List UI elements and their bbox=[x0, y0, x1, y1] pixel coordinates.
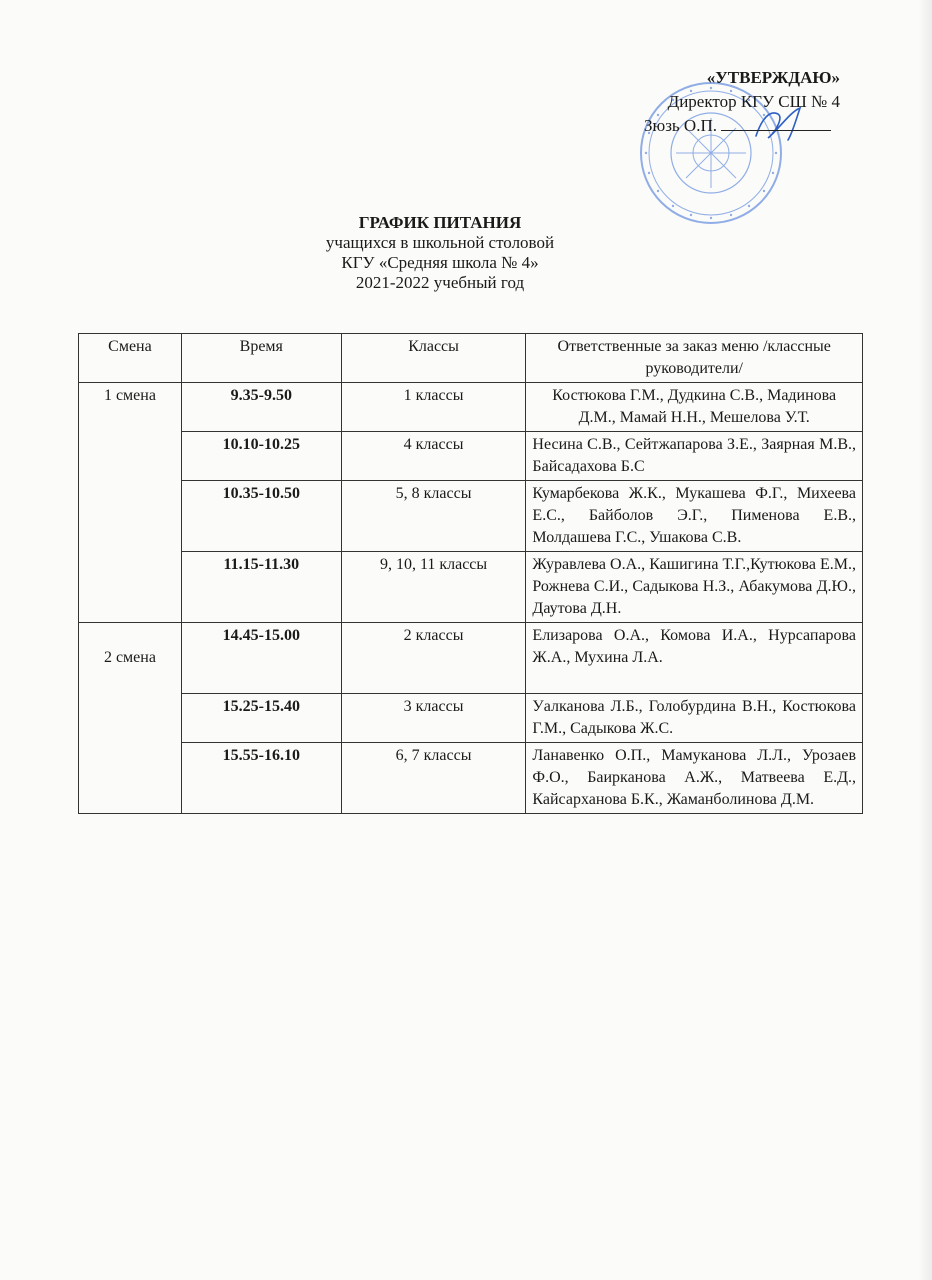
subtitle-line-1: учащихся в школьной столовой bbox=[325, 233, 555, 252]
table-row bbox=[79, 383, 863, 432]
table-row bbox=[79, 432, 863, 481]
responsible-cell: Журавлева О.А., Кашигина Т.Г.,Кутюкова Е.М., Рожнева С.И., Садыкова Н.З., Абакумова Д.Ю., Даутова Д.Н. bbox=[526, 552, 863, 623]
approval-block bbox=[600, 66, 860, 138]
classes-cell: 4 классы bbox=[341, 432, 526, 481]
table-row bbox=[79, 552, 863, 623]
document-title: ГРАФИК ПИТАНИЯ bbox=[358, 213, 522, 232]
time-cell: 9.35-9.50 bbox=[181, 383, 341, 432]
responsible-cell: Костюкова Г.М., Дудкина С.В., Мадинова Д.М., Мамай Н.Н., Мешелова У.Т. bbox=[526, 383, 863, 432]
classes-cell: 1 классы bbox=[341, 383, 526, 432]
time-cell: 14.45-15.00 bbox=[181, 623, 341, 694]
responsible-cell: Кумарбекова Ж.К., Мукашева Ф.Г., Михеева Е.С., Байболов Э.Г., Пименова Е.В., Молдашева Г.С., Ушакова С.В. bbox=[526, 481, 863, 552]
shift-cell: 1 смена bbox=[79, 383, 182, 623]
time-cell: 11.15-11.30 bbox=[181, 552, 341, 623]
subtitle-line-3: 2021-2022 учебный год bbox=[355, 273, 525, 292]
responsible-cell: Елизарова О.А., Комова И.А., Нурсапарова Ж.А., Мухина Л.А. bbox=[526, 623, 863, 694]
table-row bbox=[79, 623, 863, 694]
classes-cell: 5, 8 классы bbox=[341, 481, 526, 552]
time-cell: 10.35-10.50 bbox=[181, 481, 341, 552]
header-time: Время bbox=[181, 334, 341, 383]
time-cell: 10.10-10.25 bbox=[181, 432, 341, 481]
table-row bbox=[79, 743, 863, 814]
table-row bbox=[79, 694, 863, 743]
classes-cell: 9, 10, 11 классы bbox=[341, 552, 526, 623]
header-shift: Смена bbox=[79, 334, 182, 383]
director-name-line bbox=[600, 114, 860, 138]
shift-cell bbox=[79, 623, 182, 814]
time-cell: 15.25-15.40 bbox=[181, 694, 341, 743]
responsible-cell: Уалканова Л.Б., Голобурдина В.Н., Костюкова Г.М., Садыкова Ж.С. bbox=[526, 694, 863, 743]
director-position: Директор КГУ СШ № 4 bbox=[667, 92, 840, 111]
header-classes: Классы bbox=[341, 334, 526, 383]
table-header-row bbox=[79, 334, 863, 383]
time-cell: 15.55-16.10 bbox=[181, 743, 341, 814]
shift-label: 2 смена bbox=[103, 649, 156, 666]
approval-title: «УТВЕРЖДАЮ» bbox=[706, 68, 840, 87]
scan-edge bbox=[918, 0, 932, 1280]
subtitle-line-2: КГУ «Средняя школа № 4» bbox=[341, 253, 539, 272]
responsible-cell: Ланавенко О.П., Мамуканова Л.Л., Урозаев Ф.О., Баирканова А.Ж., Матвеева Е.Д., Кайсарханова Б.К., Жаманболинова Д.М. bbox=[526, 743, 863, 814]
classes-cell: 2 классы bbox=[341, 623, 526, 694]
document-heading bbox=[180, 213, 700, 293]
classes-cell: 3 классы bbox=[341, 694, 526, 743]
signature-line bbox=[721, 114, 831, 131]
classes-cell: 6, 7 классы bbox=[341, 743, 526, 814]
header-responsible: Ответственные за заказ меню /классные руководители/ bbox=[526, 334, 863, 383]
table-row bbox=[79, 481, 863, 552]
director-name: Зюзь О.П. bbox=[644, 116, 717, 135]
responsible-cell: Несина С.В., Сейтжапарова З.Е., Заярная М.В., Байсадахова Б.С bbox=[526, 432, 863, 481]
meal-schedule-table bbox=[78, 333, 863, 814]
